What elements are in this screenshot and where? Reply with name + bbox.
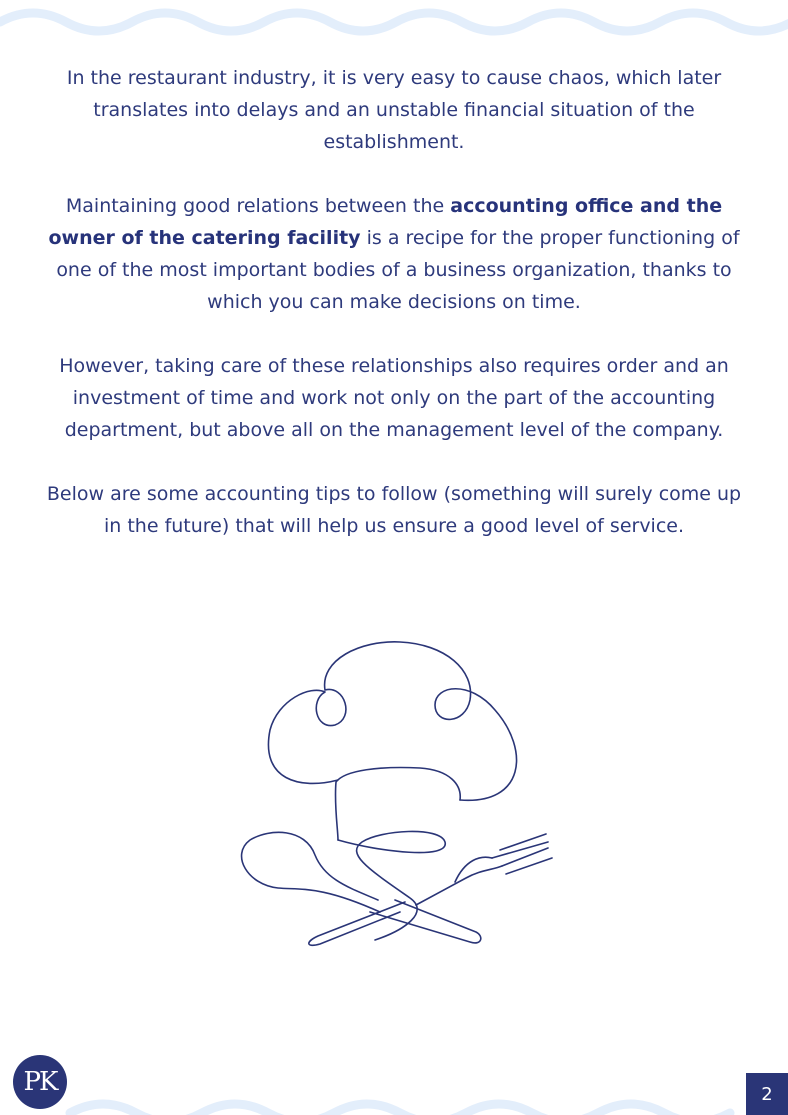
chef-hat-spoon-fork-icon [230, 630, 570, 960]
paragraph-relations-end: is a recipe for the proper functioning of one of the most important bodies of a business organization, thanks to which you can make decisions on time. [56, 227, 740, 313]
paragraph-intro: In the restaurant industry, it is very easy to cause chaos, which later translates into delays and an unstable financial situation of the establishment. [66, 67, 722, 153]
paragraph-tips: Below are some accounting tips to follow (something will surely come up in the future) that will help us ensure a good level of service. [46, 483, 742, 537]
page-number-text: 2 [761, 1083, 773, 1105]
paragraph-relations-emphasis: accounting office and the owner of the catering facility [48, 195, 723, 249]
top-wave-decoration [0, 0, 788, 40]
paragraph-relations [40, 190, 748, 318]
body-text [40, 62, 748, 574]
page-number [746, 1073, 788, 1115]
paragraph-relations-start: Maintaining good relations between the [65, 195, 451, 217]
paragraph-management: However, taking care of these relationships also requires order and an investment of time and work not only on the part of the accounting department, but above all on the management level of the company. [59, 355, 729, 441]
logo-text: PK [23, 1067, 57, 1097]
bottom-wave-decoration [0, 1085, 788, 1115]
